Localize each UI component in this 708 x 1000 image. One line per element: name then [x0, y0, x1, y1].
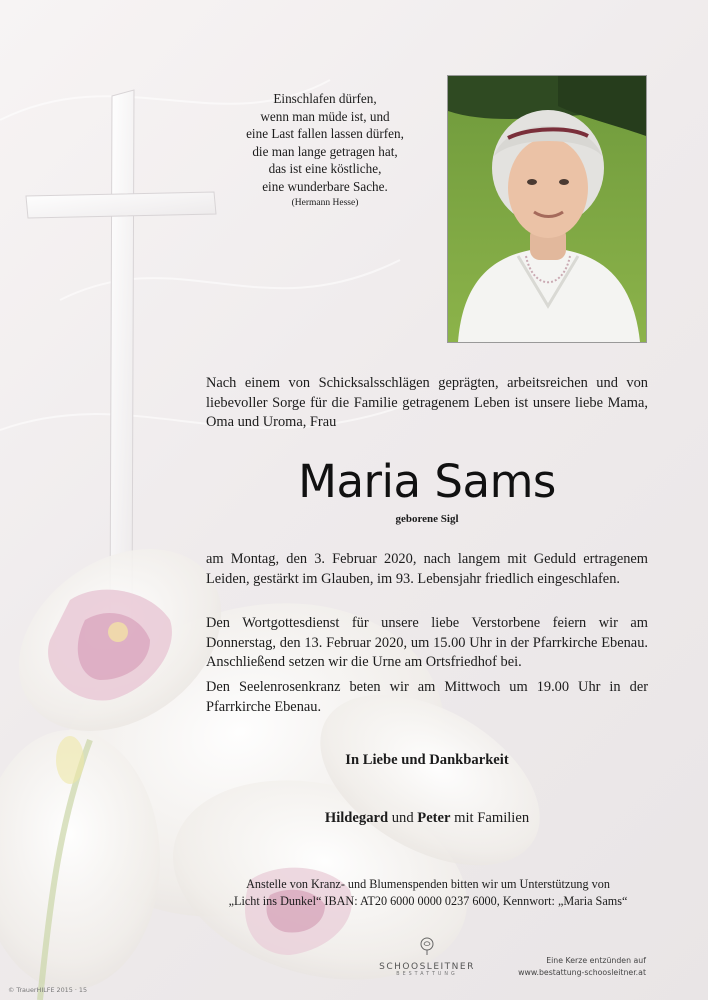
donation-line: „Licht ins Dunkel“ IBAN: AT20 6000 0000 0237 6000, Kennwort: „Maria Sams“	[228, 894, 628, 908]
quote-line: die man lange getragen hat,	[252, 143, 398, 159]
quote	[225, 90, 425, 211]
quote-line: Einschlafen dürfen,	[273, 91, 377, 106]
family-name-1: Hildegard	[324, 810, 389, 826]
donation-note	[186, 876, 670, 910]
copyright: © TrauerHILFE 2015 · 15	[8, 986, 88, 994]
portrait-photo	[448, 76, 646, 342]
quote-author: (Hermann Hesse)	[291, 197, 359, 208]
family-signature	[206, 808, 648, 828]
quote-line: wenn man müde ist, und	[260, 108, 390, 124]
candle-note	[500, 955, 646, 979]
quote-line: eine Last fallen lassen dürfen,	[246, 126, 404, 142]
candle-text: Eine Kerze entzünden auf	[546, 956, 646, 965]
intro-text: Nach einem von Schicksalsschlägen geprägten, arbeitsreichen und von liebevoller Sorge für die Familie getragenem Leben ist unsere liebe Mama, Oma und Uroma, Frau	[206, 375, 648, 431]
family-suffix: mit Familien	[450, 810, 530, 826]
maiden-name: geborene Sigl	[395, 513, 459, 525]
funeral-home-subtitle: BESTATTUNG	[396, 972, 458, 977]
funeral-home-name: SCHOOSLEITNER	[379, 962, 475, 972]
deceased-name: Maria Sams	[298, 455, 556, 508]
family-name-2: Peter	[417, 810, 451, 826]
rosary-paragraph: Den Seelenrosenkranz beten wir am Mittwoch um 19.00 Uhr in der Pfarrkirche Ebenau.	[206, 679, 648, 715]
donation-line: Anstelle von Kranz- und Blumenspenden bitten wir um Unterstützung von	[246, 877, 610, 891]
rose-icon	[417, 936, 437, 956]
quote-line: eine wunderbare Sache.	[262, 178, 388, 194]
quote-line: das ist eine köstliche,	[268, 161, 382, 177]
funeral-home-logo	[376, 936, 478, 977]
candle-link[interactable]: www.bestattung-schoosleitner.at	[518, 968, 646, 977]
closing-line: In Liebe und Dankbarkeit	[345, 752, 509, 768]
portrait-icon	[448, 76, 646, 342]
service-paragraph: Den Wortgottesdienst für unsere liebe Verstorbene feiern wir am Donnerstag, den 13. Februar 2020, um 15.00 Uhr in der Pfarrkirche Ebenau. Anschließend setzen wir die Urne am Ortsfriedhof bei.	[206, 615, 648, 671]
cross-icon	[26, 90, 216, 626]
family-connector: und	[388, 810, 418, 826]
death-paragraph: am Montag, den 3. Februar 2020, nach langem mit Geduld ertragenem Leiden, gestärkt im Glauben, im 93. Lebensjahr friedlich eingeschlafen.	[206, 551, 648, 587]
